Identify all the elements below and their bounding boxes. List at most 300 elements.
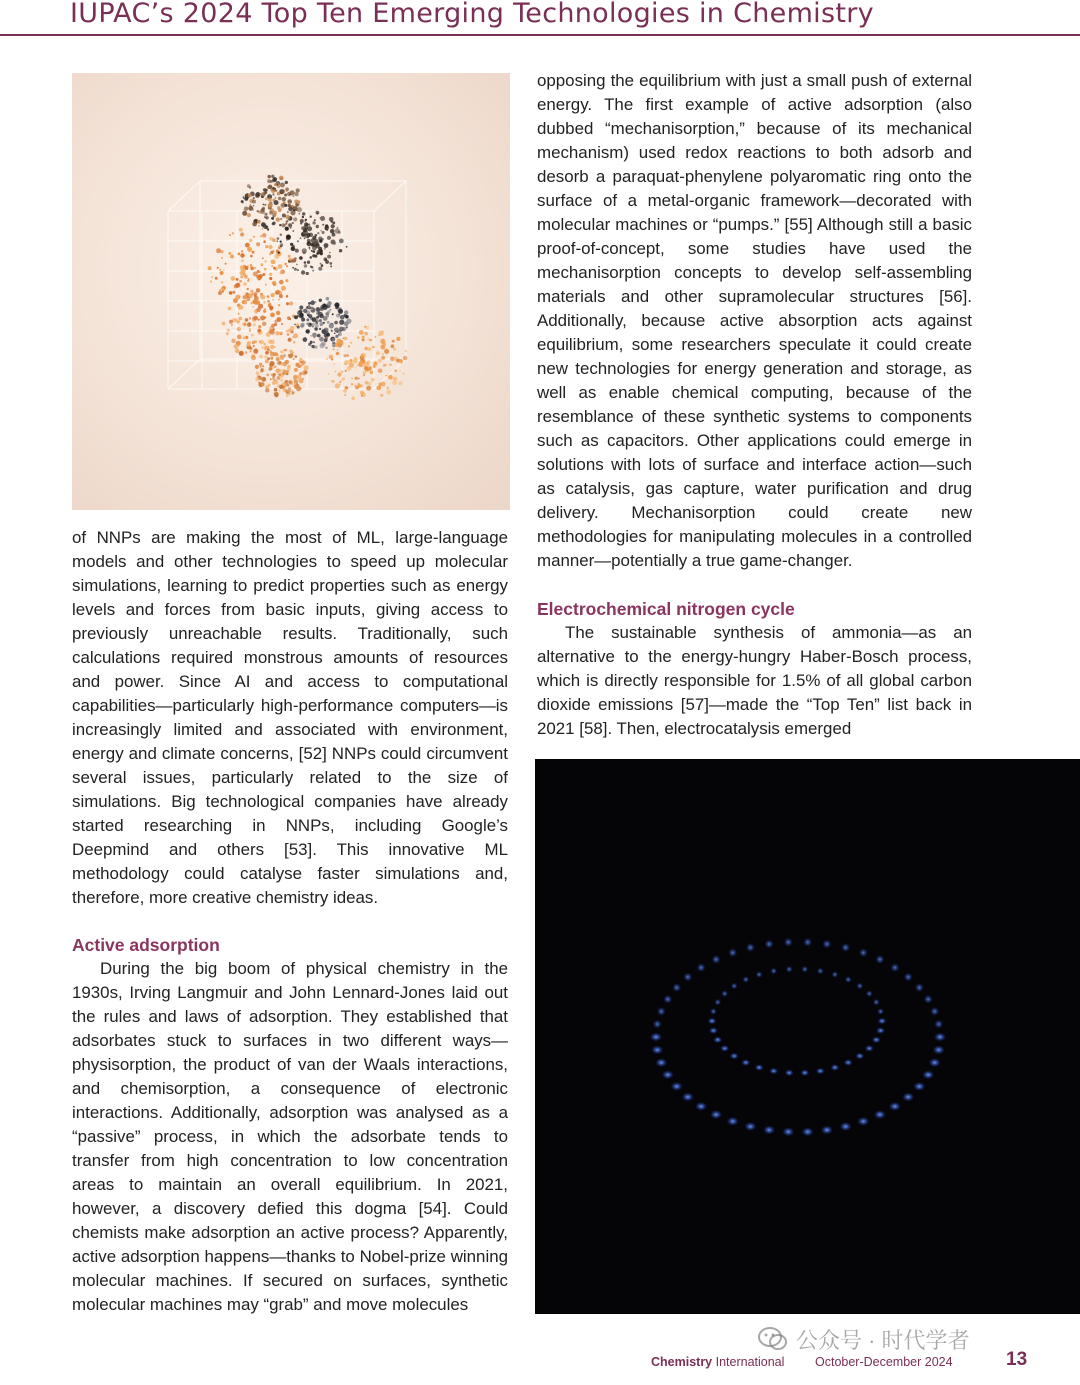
- cluster-particle: [331, 224, 335, 228]
- cluster-particle: [333, 242, 336, 245]
- flame-jet: [816, 1068, 825, 1075]
- cluster-particle: [364, 332, 368, 336]
- cluster-particle: [359, 330, 364, 335]
- cluster-particle: [368, 347, 372, 351]
- cluster-particle: [380, 339, 385, 344]
- cluster-particle: [373, 362, 376, 365]
- flame-jet: [924, 995, 933, 1004]
- cluster-particle: [269, 253, 271, 255]
- cluster-particle: [293, 358, 295, 360]
- cluster-particle: [350, 359, 353, 362]
- cluster-particle: [245, 266, 249, 270]
- cluster-particle: [359, 361, 364, 366]
- right-column-continuation: [537, 69, 972, 573]
- cluster-particle: [388, 375, 393, 380]
- cluster-particle: [297, 269, 299, 271]
- cluster-particle: [311, 266, 313, 268]
- cluster-particle: [331, 221, 333, 223]
- flame-jet: [876, 1027, 885, 1034]
- cluster-particle: [263, 310, 266, 313]
- cluster-particle: [264, 308, 266, 310]
- cluster-particle: [241, 250, 243, 252]
- cluster-particle: [310, 216, 312, 218]
- cluster-particle: [253, 267, 255, 269]
- cluster-particle: [368, 382, 372, 386]
- cluster-particle: [288, 387, 291, 390]
- flame-jet: [682, 1093, 694, 1102]
- header-rule: [0, 34, 1080, 36]
- cluster-particle: [280, 189, 285, 194]
- cluster-particle: [260, 340, 264, 344]
- cluster-particle: [379, 383, 383, 387]
- cluster-particle: [239, 228, 243, 232]
- cluster-particle: [271, 265, 273, 267]
- flame-jet: [746, 943, 755, 952]
- cluster-particle: [292, 352, 294, 354]
- flame-jet: [727, 1117, 739, 1126]
- cluster-particle: [364, 347, 367, 350]
- cluster-particle: [247, 280, 249, 282]
- cluster-particle: [271, 293, 275, 297]
- flame-jet: [934, 1020, 943, 1029]
- cluster-particle: [255, 377, 259, 381]
- cluster-particle: [344, 394, 346, 396]
- flame-jet: [800, 1069, 809, 1076]
- cluster-particle: [366, 386, 371, 391]
- cluster-particle: [247, 213, 251, 217]
- flame-jet: [713, 1036, 722, 1043]
- cluster-particle: [219, 289, 221, 291]
- cluster-particle: [285, 215, 290, 220]
- cluster-particle: [252, 200, 256, 204]
- cluster-particle: [240, 272, 244, 276]
- cluster-particle: [396, 337, 400, 341]
- cluster-particle: [218, 291, 222, 295]
- flame-jet: [821, 1126, 833, 1135]
- cluster-particle: [299, 372, 302, 375]
- cluster-particle: [286, 330, 288, 332]
- cluster-particle: [319, 217, 321, 219]
- cluster-particle: [273, 328, 275, 330]
- cluster-particle: [290, 190, 295, 195]
- cluster-particle: [367, 338, 369, 340]
- cluster-particle: [288, 260, 291, 263]
- cluster-particle: [319, 319, 322, 322]
- cluster-particle: [253, 345, 255, 347]
- cluster-particle: [285, 181, 288, 184]
- cluster-particle: [392, 340, 395, 343]
- cluster-particle: [297, 207, 302, 212]
- cluster-particle: [322, 224, 324, 226]
- cluster-particle: [267, 179, 271, 183]
- cluster-particle: [340, 383, 342, 385]
- cluster-particle: [263, 240, 266, 243]
- cluster-particle: [335, 335, 338, 338]
- cluster-particle: [274, 183, 277, 186]
- cluster-particle: [229, 291, 233, 295]
- cluster-particle: [339, 320, 344, 325]
- cluster-particle: [244, 275, 248, 279]
- cluster-particle: [331, 330, 333, 332]
- flame-jet: [866, 990, 873, 997]
- cluster-particle: [249, 204, 251, 206]
- cluster-particle: [286, 235, 291, 240]
- cluster-particle: [297, 315, 299, 317]
- gas-flame-drawing: [535, 759, 1080, 1314]
- cluster-particle: [351, 377, 353, 379]
- cluster-particle: [363, 371, 367, 375]
- cluster-particle: [244, 197, 248, 201]
- cluster-particle: [227, 329, 230, 332]
- cluster-particle: [311, 250, 313, 252]
- cluster-particle: [271, 189, 275, 193]
- cluster-particle: [268, 245, 272, 249]
- cluster-particle: [265, 388, 269, 392]
- cluster-particle: [222, 290, 224, 292]
- section-heading-active-adsorption: Active adsorption: [72, 935, 220, 955]
- cluster-particle: [267, 374, 270, 377]
- cluster-particle: [295, 203, 298, 206]
- cluster-particle: [288, 338, 292, 342]
- cluster-particle: [280, 234, 282, 236]
- left-column-continuation: [72, 526, 508, 910]
- cluster-particle: [269, 361, 274, 366]
- cluster-particle: [364, 366, 368, 370]
- cluster-particle: [274, 388, 278, 392]
- cluster-particle: [320, 230, 322, 232]
- cluster-particle: [330, 229, 335, 234]
- cluster-particle: [299, 213, 301, 215]
- cluster-particle: [240, 253, 244, 257]
- cluster-particle: [370, 370, 374, 374]
- cluster-particle: [229, 234, 231, 236]
- cluster-particle: [398, 381, 402, 385]
- cluster-particle: [268, 175, 271, 178]
- cluster-particle: [325, 336, 328, 339]
- cluster-particle: [252, 209, 254, 211]
- flame-jet: [782, 1127, 794, 1136]
- cluster-particle: [302, 248, 307, 253]
- cluster-particle: [247, 343, 251, 347]
- cluster-particle: [286, 190, 288, 192]
- cluster-particle: [339, 249, 342, 252]
- cluster-particle: [318, 247, 322, 251]
- flame-jet: [728, 948, 737, 957]
- cluster-particle: [279, 361, 282, 364]
- cluster-particle: [275, 197, 277, 199]
- cluster-particle: [249, 328, 251, 330]
- cluster-particle: [294, 268, 297, 271]
- cluster-particle: [325, 260, 329, 264]
- cluster-particle: [285, 349, 288, 352]
- flame-jet: [930, 1007, 939, 1016]
- cluster-particle: [314, 219, 316, 221]
- cluster-particle: [280, 218, 282, 220]
- cluster-particle: [272, 193, 274, 195]
- cluster-particle: [220, 271, 224, 275]
- cluster-particle: [253, 292, 257, 296]
- flame-jet: [841, 943, 850, 952]
- cluster-particle: [345, 370, 347, 372]
- cluster-particle: [264, 343, 267, 346]
- cluster-particle: [315, 301, 317, 303]
- cluster-particle: [286, 220, 288, 222]
- cluster-particle: [405, 350, 408, 353]
- cluster-particle: [271, 259, 276, 264]
- cluster-particle: [332, 233, 336, 237]
- cluster-particle: [343, 389, 347, 393]
- flame-jet: [657, 1007, 666, 1016]
- cluster-particle: [273, 267, 276, 270]
- cluster-particle: [387, 387, 390, 390]
- cluster-particle: [250, 290, 253, 293]
- cluster-particle: [321, 264, 324, 267]
- cluster-particle: [327, 310, 330, 313]
- cluster-particle: [259, 355, 263, 359]
- cluster-particle: [272, 375, 275, 378]
- cluster-particle: [216, 248, 221, 253]
- cluster-particle: [380, 394, 383, 397]
- cluster-particle: [338, 343, 342, 347]
- cluster-particle: [268, 340, 272, 344]
- cluster-particle: [308, 314, 312, 318]
- cluster-particle: [403, 356, 407, 360]
- cluster-particle: [334, 328, 339, 333]
- cluster-particle: [265, 197, 268, 200]
- cluster-particle: [386, 390, 391, 395]
- cluster-particle: [294, 379, 299, 384]
- cluster-particle: [314, 255, 317, 258]
- cluster-particle: [391, 344, 395, 348]
- cluster-particle: [319, 337, 324, 342]
- cluster-particle: [338, 314, 340, 316]
- flame-jet: [822, 940, 831, 949]
- cluster-particle: [310, 256, 313, 259]
- flame-jet: [934, 1033, 946, 1042]
- cluster-particle: [308, 343, 311, 346]
- cluster-particle: [269, 306, 273, 310]
- cluster-particle: [312, 221, 315, 224]
- flame-jet: [889, 1102, 901, 1111]
- cluster-particle: [317, 335, 319, 337]
- flame-jet: [845, 976, 852, 983]
- cluster-particle: [265, 284, 267, 286]
- cluster-particle: [292, 222, 294, 224]
- cluster-particle: [229, 320, 233, 324]
- cluster-particle: [258, 304, 263, 309]
- cluster-particle: [344, 354, 347, 357]
- cluster-particle: [346, 354, 349, 357]
- cluster-particle: [262, 257, 264, 259]
- cluster-particle: [240, 276, 243, 279]
- cluster-particle: [236, 278, 239, 281]
- cluster-particle: [272, 281, 276, 285]
- cluster-particle: [292, 230, 294, 232]
- cluster-particle: [339, 239, 344, 244]
- cluster-particle: [319, 328, 321, 330]
- flame-jet: [755, 1064, 764, 1071]
- cluster-particle: [299, 358, 302, 361]
- cluster-particle: [311, 345, 314, 348]
- cluster-particle: [250, 265, 252, 267]
- cluster-particle: [285, 279, 288, 282]
- cluster-particle: [356, 364, 358, 366]
- cluster-particle: [261, 382, 265, 386]
- cluster-particle: [337, 227, 339, 229]
- cluster-particle: [267, 186, 270, 189]
- cluster-particle: [280, 350, 283, 353]
- cluster-particle: [301, 227, 304, 230]
- flame-jet: [802, 1127, 814, 1136]
- cluster-particle: [306, 329, 310, 333]
- cluster-particle: [342, 337, 344, 339]
- cluster-particle: [395, 359, 397, 361]
- cluster-particle: [248, 322, 250, 324]
- cluster-particle: [310, 243, 314, 247]
- cluster-particle: [291, 392, 294, 395]
- cluster-particle: [304, 365, 309, 370]
- cluster-particle: [383, 364, 386, 367]
- footer-magazine-name: [651, 1355, 784, 1369]
- cluster-particle: [302, 216, 304, 218]
- flame-jet: [840, 1122, 852, 1131]
- cluster-particle: [287, 211, 289, 213]
- cluster-particle: [296, 264, 298, 266]
- cluster-particle: [362, 336, 365, 339]
- cluster-particle: [379, 331, 384, 336]
- cluster-particle: [247, 247, 252, 252]
- cluster-particle: [280, 243, 283, 246]
- cluster-particle: [393, 348, 396, 351]
- cluster-particle: [269, 211, 273, 215]
- cluster-particle: [302, 361, 306, 365]
- molecular-cluster-image: [72, 73, 510, 510]
- cluster-particle: [272, 222, 275, 225]
- cluster-particle: [249, 186, 251, 188]
- cluster-particle: [284, 263, 286, 265]
- cluster-particle: [303, 309, 307, 313]
- cluster-particle: [249, 317, 251, 319]
- cluster-particle: [316, 317, 318, 319]
- cluster-particle: [267, 295, 270, 298]
- cluster-particle: [315, 324, 319, 328]
- flame-jet: [915, 983, 924, 992]
- cluster-particle: [253, 205, 255, 207]
- cluster-particle: [309, 247, 311, 249]
- running-header-title: IUPAC’s 2024 Top Ten Emerging Technologies in Chemistry: [70, 0, 874, 29]
- cluster-particle: [294, 324, 296, 326]
- cluster-particle: [292, 267, 294, 269]
- cluster-particle: [257, 220, 261, 224]
- cluster-particle: [299, 306, 303, 310]
- cluster-particle: [279, 385, 283, 389]
- cluster-particle: [211, 276, 213, 278]
- cluster-particle: [261, 192, 266, 197]
- cluster-particle: [299, 378, 304, 383]
- cluster-particle: [325, 224, 328, 227]
- cluster-particle: [316, 307, 320, 311]
- cluster-particle: [281, 373, 284, 376]
- cluster-particle: [313, 341, 315, 343]
- cluster-particle: [369, 339, 371, 341]
- cluster-particle: [319, 322, 323, 326]
- cluster-particle: [357, 336, 359, 338]
- cluster-particle: [293, 375, 298, 380]
- cluster-particle: [276, 217, 280, 221]
- cluster-particle: [353, 359, 358, 364]
- cluster-particle: [334, 321, 338, 325]
- cluster-particle: [257, 276, 262, 281]
- cluster-particle: [329, 323, 334, 328]
- cluster-particle: [222, 322, 226, 326]
- flame-jet: [933, 1045, 945, 1054]
- cluster-particle: [283, 362, 288, 367]
- cluster-particle: [337, 372, 341, 376]
- cluster-particle: [310, 300, 315, 305]
- cluster-particle: [275, 291, 279, 295]
- cluster-particle: [277, 240, 279, 242]
- cluster-particle: [275, 190, 277, 192]
- cluster-particle: [278, 207, 282, 211]
- cluster-particle: [217, 267, 219, 269]
- cluster-particle: [276, 317, 281, 322]
- cluster-particle: [237, 335, 242, 340]
- cluster-particle: [296, 188, 300, 192]
- flame-jet: [817, 968, 824, 975]
- flame-jet: [922, 1070, 934, 1079]
- cluster-particle: [344, 337, 347, 340]
- cluster-particle: [305, 220, 307, 222]
- cluster-particle: [240, 232, 244, 236]
- cluster-particle: [232, 232, 234, 234]
- cluster-particle: [278, 252, 280, 254]
- cluster-particle: [260, 369, 263, 372]
- cluster-particle: [341, 379, 343, 381]
- cluster-particle: [305, 233, 310, 238]
- cluster-particle: [314, 346, 317, 349]
- cluster-particle: [295, 355, 298, 358]
- cluster-particle: [325, 347, 328, 350]
- flame-jet: [872, 1036, 881, 1043]
- flame-jet: [904, 973, 913, 982]
- cluster-particle: [331, 338, 335, 342]
- cluster-particle: [312, 325, 314, 327]
- cluster-particle: [301, 317, 304, 320]
- cluster-particle: [276, 311, 280, 315]
- cluster-particle: [325, 227, 328, 230]
- cluster-particle: [294, 257, 297, 260]
- cluster-particle: [299, 313, 303, 317]
- cluster-particle: [291, 381, 293, 383]
- cluster-particle: [345, 386, 348, 389]
- flame-jet: [671, 1082, 683, 1091]
- cluster-particle: [245, 318, 249, 322]
- cluster-particle: [358, 384, 362, 388]
- cluster-particle: [375, 365, 377, 367]
- flame-jet: [663, 995, 672, 1004]
- cluster-particle: [252, 222, 257, 227]
- cluster-particle: [381, 356, 385, 360]
- cluster-particle: [294, 200, 298, 204]
- cluster-particle: [249, 350, 251, 352]
- cluster-particle: [293, 333, 298, 338]
- cluster-particle: [402, 372, 405, 375]
- cluster-particle: [287, 384, 290, 387]
- cluster-particle: [338, 332, 342, 336]
- cluster-particle: [288, 255, 291, 258]
- cluster-particle: [312, 236, 316, 240]
- cluster-particle: [335, 383, 340, 388]
